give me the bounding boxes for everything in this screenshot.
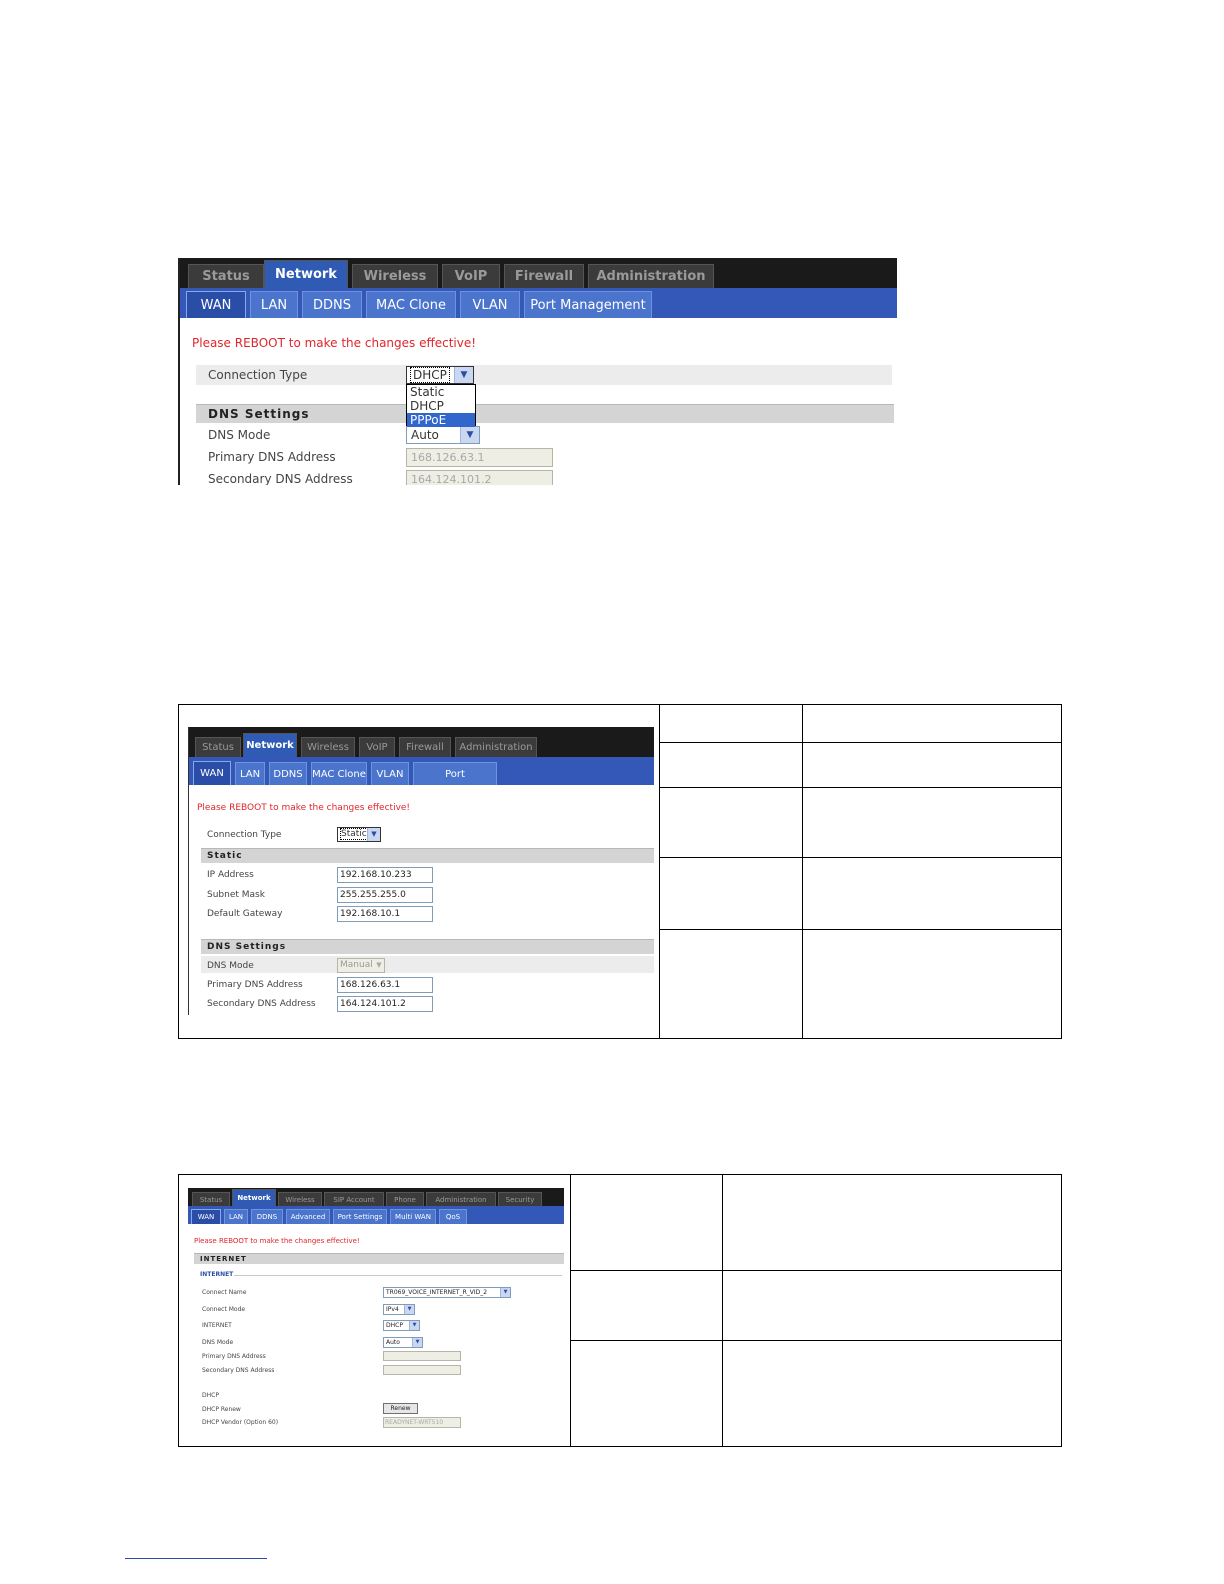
connect-name-value: TR069_VOICE_INTERNET_R_VID_2 (386, 1289, 488, 1296)
chevron-down-icon[interactable]: ▼ (412, 1338, 422, 1347)
subtab-vlan[interactable]: VLAN (460, 291, 520, 318)
tab-sip-account[interactable]: SIP Account (324, 1192, 384, 1206)
subtab-multi-wan[interactable]: Multi WAN (390, 1209, 436, 1224)
dns-mode-select[interactable] (406, 426, 480, 444)
subtab-mac-clone[interactable]: MAC Clone (366, 291, 456, 318)
main-tab-bar (188, 1188, 564, 1206)
primary-dns-field[interactable]: 168.126.63.1 (406, 448, 553, 467)
connection-type-value: Static (341, 829, 367, 839)
table-divider (659, 787, 1062, 788)
secondary-dns-label: Secondary DNS Address (202, 1367, 275, 1374)
connect-name-select[interactable] (383, 1287, 511, 1298)
subtab-lan[interactable]: LAN (235, 762, 265, 785)
connection-type-label: Connection Type (208, 368, 308, 382)
tab-administration[interactable]: Administration (426, 1192, 496, 1206)
internet-value: DHCP (386, 1322, 403, 1329)
dns-settings-heading: DNS Settings (196, 404, 894, 423)
tab-administration[interactable]: Administration (588, 264, 714, 288)
ip-address-label: IP Address (207, 870, 254, 880)
table-divider (659, 742, 1062, 743)
tab-firewall[interactable]: Firewall (504, 264, 584, 288)
internet-label: INTERNET (202, 1322, 232, 1329)
dns-mode-label: DNS Mode (208, 428, 271, 442)
subtab-port-settings[interactable]: Port Settings (333, 1209, 387, 1224)
reboot-notice: Please REBOOT to make the changes effective! (197, 803, 411, 813)
connect-mode-select[interactable] (383, 1304, 415, 1315)
subtab-port-management[interactable]: Port Management (413, 762, 497, 785)
table-divider (659, 857, 1062, 858)
table-divider (659, 929, 1062, 930)
tab-voip[interactable]: VoIP (359, 737, 395, 757)
internet-select[interactable] (383, 1320, 420, 1331)
table-divider (570, 1340, 1062, 1341)
sub-tab-bar (189, 757, 654, 803)
router-screenshot-dhcp (178, 258, 897, 485)
dns-settings-heading: DNS Settings (201, 939, 654, 954)
connection-type-select[interactable] (337, 827, 381, 842)
connect-mode-value: IPv4 (386, 1306, 399, 1313)
dns-mode-select[interactable] (383, 1337, 423, 1348)
subnet-mask-label: Subnet Mask (207, 890, 265, 900)
tab-wireless[interactable]: Wireless (352, 264, 438, 288)
dns-mode-row (201, 956, 654, 973)
renew-button[interactable]: Renew (383, 1403, 418, 1414)
tab-wireless[interactable]: Wireless (301, 737, 355, 757)
connection-type-value: DHCP (410, 367, 450, 383)
primary-dns-field[interactable]: 168.126.63.1 (337, 977, 433, 993)
chevron-down-icon[interactable]: ▼ (367, 828, 380, 841)
subtab-wan[interactable]: WAN (191, 1209, 221, 1224)
tab-phone[interactable]: Phone (386, 1192, 424, 1206)
dns-mode-label: DNS Mode (207, 961, 254, 971)
subtab-port-management[interactable]: Port Management (524, 291, 652, 318)
connection-type-select[interactable] (406, 366, 474, 384)
dhcp-vendor-label: DHCP Vendor (Option 60) (202, 1419, 279, 1426)
dns-mode-value: Auto (386, 1339, 400, 1346)
tab-status[interactable]: Status (188, 264, 264, 288)
connect-mode-label: Connect Mode (202, 1306, 246, 1313)
subtab-ddns[interactable]: DDNS (302, 291, 362, 318)
tab-network[interactable]: Network (232, 1189, 276, 1206)
option-static[interactable]: Static (410, 385, 445, 399)
subtab-lan[interactable]: LAN (250, 291, 298, 318)
table-divider (659, 704, 660, 1039)
dns-mode-value: Manual (340, 960, 373, 970)
default-gateway-field[interactable]: 192.168.10.1 (337, 906, 433, 922)
subtab-lan[interactable]: LAN (224, 1209, 248, 1224)
main-tab-bar (180, 258, 897, 288)
table-divider (802, 704, 803, 1039)
footer-divider (125, 1558, 267, 1559)
router-screenshot-static (188, 727, 654, 1015)
chevron-down-icon[interactable]: ▼ (500, 1288, 510, 1297)
secondary-dns-label: Secondary DNS Address (208, 472, 353, 485)
secondary-dns-field[interactable]: 164.124.101.2 (406, 470, 553, 485)
chevron-down-icon[interactable]: ▼ (460, 427, 479, 443)
subtab-advanced[interactable]: Advanced (286, 1209, 330, 1224)
internet-group-title: INTERNET (200, 1271, 234, 1278)
subtab-vlan[interactable]: VLAN (371, 762, 409, 785)
option-pppoe[interactable]: PPPoE (407, 413, 475, 427)
subtab-ddns[interactable]: DDNS (251, 1209, 283, 1224)
chevron-down-icon[interactable]: ▼ (404, 1305, 414, 1314)
dns-mode-select[interactable] (337, 958, 385, 973)
subtab-ddns[interactable]: DDNS (269, 762, 307, 785)
default-gateway-label: Default Gateway (207, 909, 283, 919)
internet-heading: INTERNET (194, 1253, 564, 1264)
chevron-down-icon[interactable]: ▼ (454, 367, 473, 383)
tab-voip[interactable]: VoIP (442, 264, 500, 288)
static-heading: Static (201, 848, 654, 863)
reboot-notice: Please REBOOT to make the changes effective! (194, 1237, 360, 1245)
dhcp-label: DHCP (202, 1392, 219, 1399)
tab-firewall[interactable]: Firewall (399, 737, 451, 757)
main-tab-bar (189, 727, 654, 757)
connection-type-label: Connection Type (207, 830, 282, 840)
dhcp-renew-label: DHCP Renew (202, 1406, 241, 1413)
primary-dns-label: Primary DNS Address (207, 980, 303, 990)
dns-mode-label: DNS Mode (202, 1339, 234, 1346)
sub-tab-bar (188, 1206, 564, 1224)
dns-mode-value: Auto (411, 428, 439, 442)
ip-address-field[interactable]: 192.168.10.233 (337, 867, 433, 883)
tab-security[interactable]: Security (498, 1192, 542, 1206)
secondary-dns-field[interactable] (383, 1365, 461, 1375)
connect-name-label: Connect Name (202, 1289, 247, 1296)
tab-status[interactable]: Status (195, 737, 241, 757)
tab-status[interactable]: Status (192, 1192, 230, 1206)
option-dhcp[interactable]: DHCP (410, 399, 444, 413)
primary-dns-field[interactable] (383, 1351, 461, 1361)
tab-network[interactable]: Network (243, 733, 297, 757)
table-divider (722, 1174, 723, 1447)
reboot-notice: Please REBOOT to make the changes effective! (192, 336, 477, 350)
subnet-mask-field[interactable]: 255.255.255.0 (337, 887, 433, 903)
subtab-mac-clone[interactable]: MAC Clone (311, 762, 367, 785)
primary-dns-label: Primary DNS Address (208, 450, 336, 464)
tab-administration[interactable]: Administration (455, 737, 537, 757)
secondary-dns-field[interactable]: 164.124.101.2 (337, 996, 433, 1012)
subtab-wan[interactable]: WAN (193, 761, 231, 785)
sub-tab-bar (180, 288, 897, 318)
subtab-wan[interactable]: WAN (186, 291, 246, 318)
subtab-qos[interactable]: QoS (439, 1209, 467, 1224)
connection-type-dropdown (406, 384, 476, 426)
dhcp-vendor-field[interactable]: READYNET-WRT510 (383, 1417, 461, 1428)
primary-dns-label: Primary DNS Address (202, 1353, 266, 1360)
secondary-dns-label: Secondary DNS Address (207, 999, 316, 1009)
group-separator (234, 1275, 562, 1276)
chevron-down-icon[interactable]: ▼ (409, 1321, 419, 1330)
tab-network[interactable]: Network (264, 260, 348, 288)
tab-wireless[interactable]: Wireless (278, 1192, 322, 1206)
table-divider (570, 1174, 571, 1447)
chevron-down-icon: ▼ (374, 959, 384, 972)
table-divider (570, 1270, 1062, 1271)
router-screenshot-internet (188, 1188, 564, 1431)
